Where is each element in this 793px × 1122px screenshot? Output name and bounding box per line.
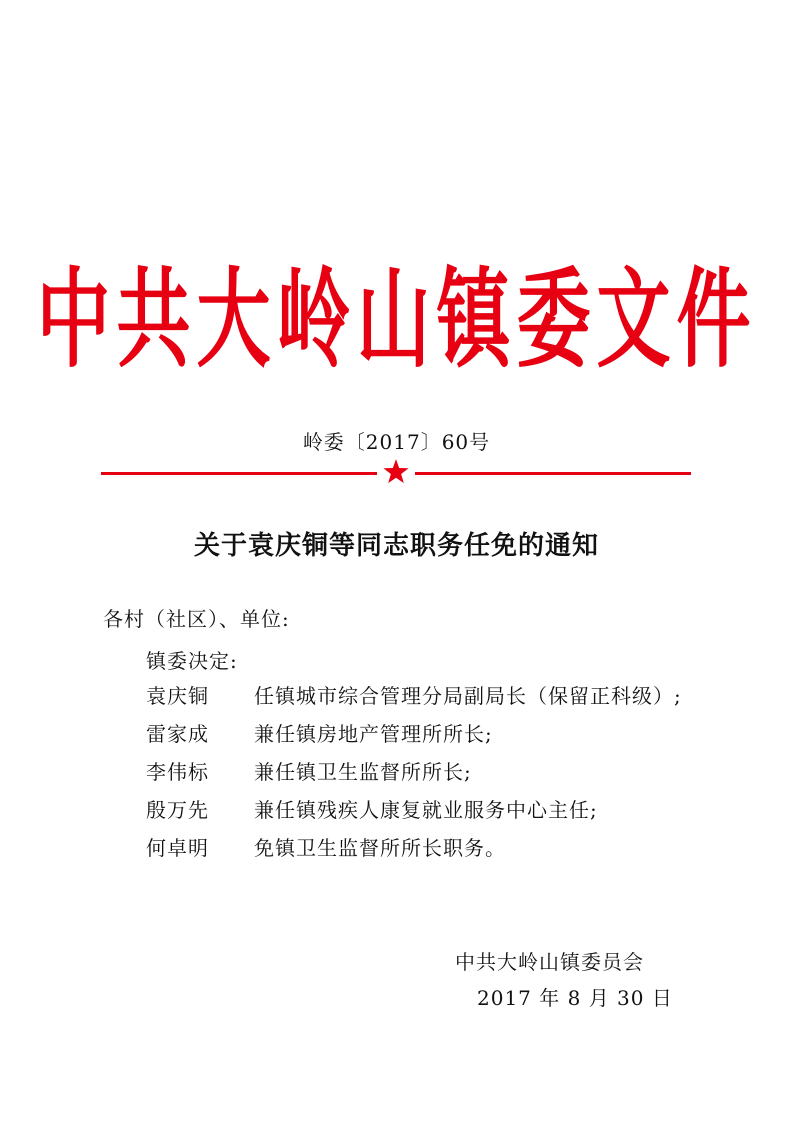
notice-title: 关于袁庆铜等同志职务任免的通知 <box>193 531 599 561</box>
document-header-title: 中共大岭山镇委文件 <box>36 257 757 383</box>
appointee-name: 何卓明 <box>146 836 209 860</box>
appointee-name: 李伟标 <box>146 760 209 784</box>
appointee-position: 免镇卫生监督所所长职务。 <box>254 836 506 860</box>
document-number: 岭委〔2017〕60号 <box>302 430 491 454</box>
appointment-item <box>146 796 746 834</box>
appointment-item <box>146 720 746 758</box>
appointee-position: 任镇城市综合管理分局副局长（保留正科级）; <box>254 684 682 708</box>
intro-text: 镇委决定: <box>146 649 238 673</box>
appointee-name: 袁庆铜 <box>146 684 209 708</box>
appointment-list <box>146 682 746 872</box>
star-icon <box>382 458 410 486</box>
issue-date: 2017 年 8 月 30 日 <box>477 986 673 1010</box>
divider-line-left <box>101 472 377 475</box>
appointee-position: 兼任镇卫生监督所所长; <box>254 760 472 784</box>
divider-line-right <box>415 472 691 475</box>
red-divider <box>101 462 691 486</box>
appointment-item <box>146 758 746 796</box>
appointment-item <box>146 834 746 872</box>
appointee-name: 雷家成 <box>146 722 209 746</box>
appointee-position: 兼任镇房地产管理所所长; <box>254 722 493 746</box>
appointee-name: 殷万先 <box>146 798 209 822</box>
salutation: 各村（社区）、单位: <box>103 607 290 631</box>
appointment-item <box>146 682 746 720</box>
issuer-signature: 中共大岭山镇委员会 <box>455 950 644 974</box>
appointee-position: 兼任镇残疾人康复就业服务中心主任; <box>254 798 598 822</box>
